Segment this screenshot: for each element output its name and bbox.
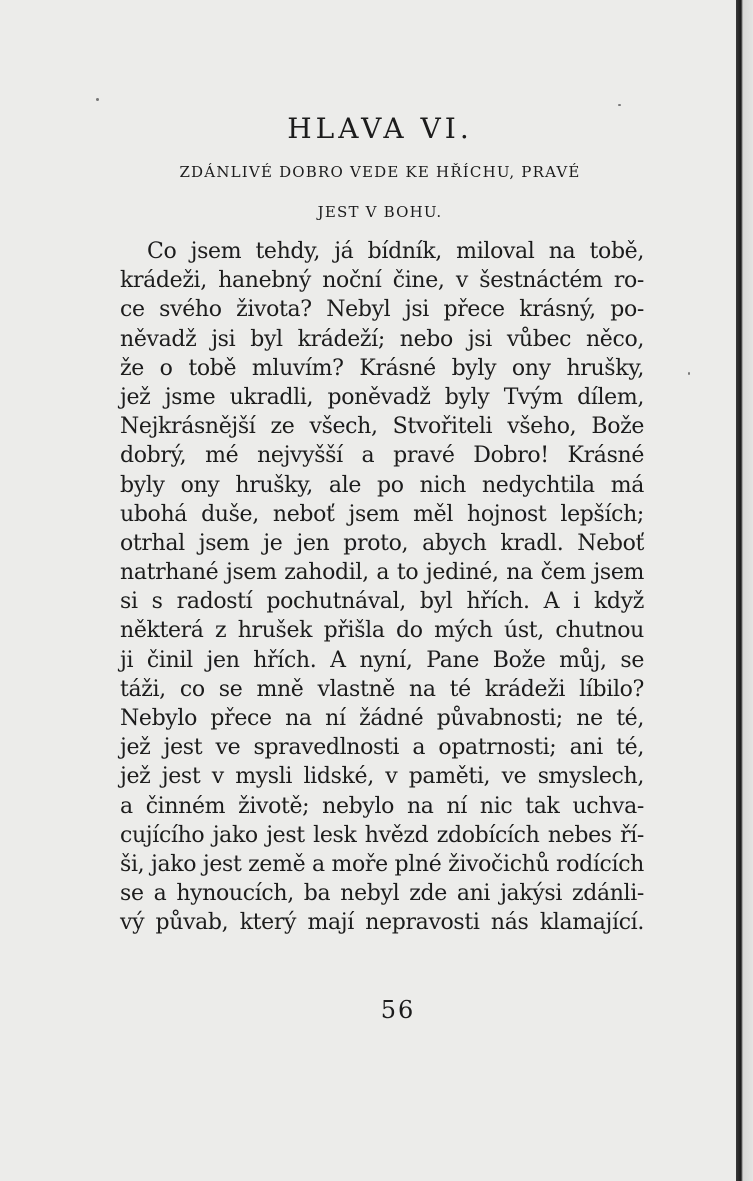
text-line: jež jest ve spravedlnosti a opatrnosti; ani té,: [120, 735, 644, 761]
page-edge: [736, 0, 753, 1181]
text-line: dobrý, mé nejvyšší a pravé Dobro! Krásné: [120, 443, 644, 469]
text-line: natrhané jsem zahodil, a to jediné, na čem jsem: [120, 560, 644, 586]
text-line: byly ony hrušky, ale po nich nedychtila má: [120, 472, 644, 498]
text-line: Co jsem tehdy, já bídník, miloval na tobě,: [147, 239, 644, 264]
chapter-title: HLAVA VI.: [287, 112, 473, 145]
text-line: že o tobě mluvím? Krásné byly ony hrušky,: [120, 355, 644, 381]
text-line: se a hynoucích, ba nebyl zde ani jakýsi zdánli-: [120, 881, 644, 907]
text-line: a činném životě; nebylo na ní nic tak uchva-: [120, 793, 644, 819]
text-line: si s radostí pochutnával, byl hřích. A i když: [120, 589, 644, 615]
text-line: otrhal jsem je jen proto, abych kradl. Neboť: [120, 530, 644, 556]
text-line: jež jest v mysli lidské, v paměti, ve smyslech,: [120, 764, 644, 790]
text-line: ji činil jen hřích. A nyní, Pane Bože můj, se: [120, 647, 644, 673]
paper-speck: [688, 372, 690, 375]
text-line: táži, co se mně vlastně na té krádeži líbilo?: [120, 676, 644, 702]
text-line: ce svého života? Nebyl jsi přece krásný, po-: [120, 297, 644, 323]
text-line: krádeži, hanebný noční čine, v šestnáctém ro-: [120, 268, 644, 294]
paper-speck: [618, 104, 621, 106]
chapter-subtitle-line-1: ZDÁNLIVÉ DOBRO VEDE KE HŘÍCHU, PRAVÉ: [179, 163, 581, 181]
text-line: Nejkrásnější ze všech, Stvořiteli všeho, Bože: [120, 414, 644, 440]
text-line: cujícího jako jest lesk hvězd zdobících nebes ří-: [120, 822, 644, 848]
text-line: něvadž jsi byl krádeží; nebo jsi vůbec něco,: [120, 326, 644, 352]
body-text: [120, 237, 644, 938]
paper-speck: [96, 98, 99, 101]
text-line: Nebylo přece na ní žádné půvabnosti; ne té,: [120, 706, 644, 731]
text-line: ši, jako jest země a moře plné živočichů rodících: [120, 851, 644, 877]
text-line: jež jsme ukradli, poněvadž byly Tvým dílem,: [120, 384, 644, 410]
text-line: ubohá duše, neboť jsem měl hojnost lepších;: [120, 501, 644, 527]
text-line: vý půvab, který mají nepravosti nás klamající.: [120, 910, 644, 936]
chapter-subtitle-line-2: JEST V BOHU.: [317, 203, 443, 221]
text-line: některá z hrušek přišla do mých úst, chutnou: [120, 618, 644, 644]
page-number: 56: [380, 996, 416, 1024]
